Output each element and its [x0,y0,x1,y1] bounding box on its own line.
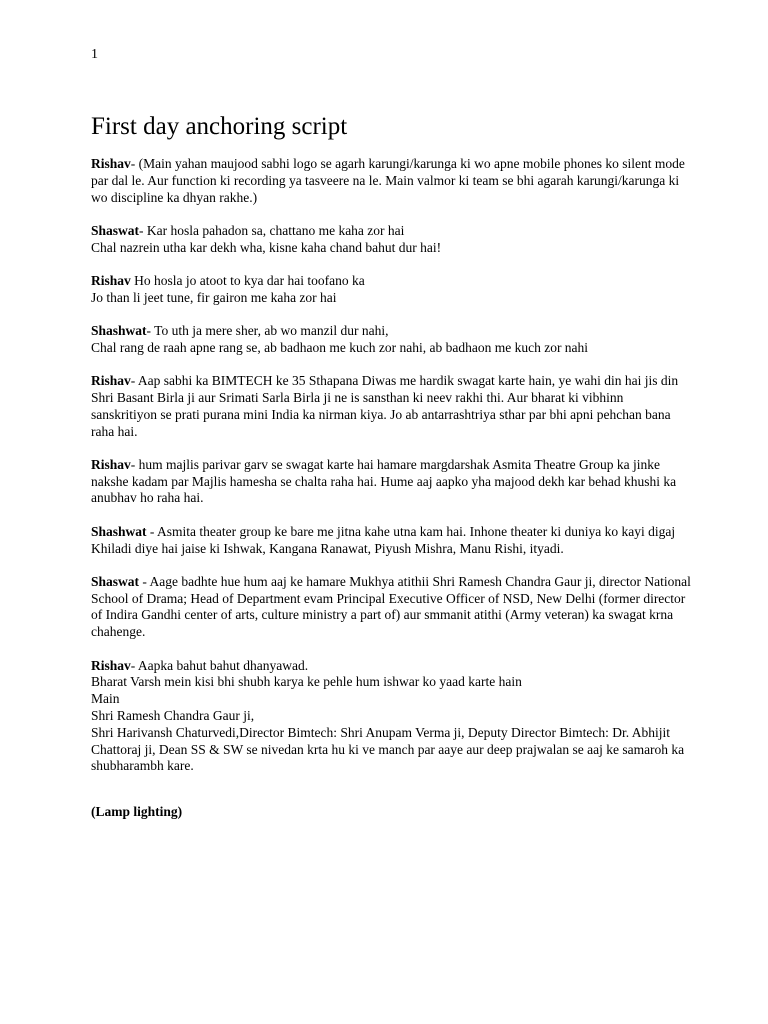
dialogue-text: - Aap sabhi ka BIMTECH ke 35 Sthapana Diwas me hardik swagat karte hain, ye wahi din hai jis din Shri Basant Birla ji aur Srimati Sarla Birla ji ne is sansthan ki neev rakhi thi. Aur bharat ki vibhinn sanskritiyon se prati purana mini India ka nirman kiya. Jo ab antarrashtriya sthar par bhi apni pehchan bana raha hai. [91,373,679,439]
dialogue-line: - To uth ja mere sher, ab wo manzil dur nahi, [146,323,389,339]
script-paragraph [91,574,691,641]
script-paragraph [91,658,691,776]
script-paragraph [91,373,691,440]
speaker-name: Shaswat [91,222,140,238]
page-number: 1 [91,47,98,62]
script-paragraph [91,457,691,507]
dialogue-text: - Aage badhte hue hum aaj ke hamare Mukhya atithii Shri Ramesh Chandra Gaur ji, director National School of Drama; Head of Department evam Principal Executive Officer of NSD, New Delhi (former director of Indira Gandhi center of arts, culture ministry a part of) aur smmanit atithi (Army veteran) ka swagat krna chahenge. [91,573,691,640]
dialogue-line: Jo than li jeet tune, fir gairon me kaha zor hai [91,289,337,305]
script-paragraph [91,273,691,307]
page-title: First day anchoring script [91,113,348,140]
speaker-name: Rishav [91,272,131,288]
dialogue-text: - (Main yahan maujood sabhi logo se agarh karungi/karunga ki wo apne mobile phones ko silent mode par dal le. Aur function ki recording ya tasveere na le. Main valmor ki team se bhi agarah karungi/karunga ki wo discipline ka dhyan rakhe.) [91,156,685,205]
dialogue-line: Shri Harivansh Chaturvedi,Director Bimtech: Shri Anupam Verma ji, Deputy Director Bimtech: Dr. Abhijit Chattoraj ji, Dean SS & SW se nivedan krta hu ki ve manch par aaye aur deep prajwalan se aaj ke samaroh ka shubharambh kare. [91,724,685,774]
speaker-name: Shashwat [91,323,147,339]
dialogue-line: Bharat Varsh mein kisi bhi shubh karya ke pehle hum ishwar ko yaad karte hain [91,674,522,690]
dialogue-line: Main [91,691,120,707]
speaker-name: Shaswat [91,573,140,589]
script-paragraph [91,156,691,206]
script-body [91,156,698,821]
speaker-name: Rishav [91,456,131,472]
dialogue-text: - Asmita theater group ke bare me jitna kahe utna kam hai. Inhone theater ki duniya ko kayi digaj Khiladi diye hai jaise ki Ishwak, Kangana Ranawat, Piyush Mishra, Manu Rishi, ityadi. [91,523,676,556]
dialogue-line: - Aapka bahut bahut dhanyawad. [130,657,309,673]
speaker-name: Rishav [91,156,131,171]
dialogue-line: Ho hosla jo atoot to kya dar hai toofano ka [130,272,365,288]
dialogue-line: Chal nazrein utha kar dekh wha, kisne kaha chand bahut dur hai! [91,239,442,255]
dialogue-text: - hum majlis parivar garv se swagat karte hai hamare margdarshak Asmita Theatre Group ka jinke nakshe kadam par Majlis hamesha se chalta raha hai. Hume aaj aapko yha majood dekh kar behad khushi ka anubhav ho raha hai. [91,456,677,506]
dialogue-line: Chal rang de raah apne rang se, ab badhaon me kuch zor nahi, ab badhaon me kuch zor nahi [91,339,589,355]
script-paragraph [91,323,691,357]
stage-direction: (Lamp lighting) [91,804,183,820]
speaker-name: Rishav [91,657,131,673]
speaker-name: Shashwat [91,523,147,539]
script-paragraph [91,524,691,558]
dialogue-line: - Kar hosla pahadon sa, chattano me kaha zor hai [139,222,405,238]
dialogue-line: Shri Ramesh Chandra Gaur ji, [91,707,255,723]
script-paragraph [91,223,691,257]
speaker-name: Rishav [91,373,131,389]
